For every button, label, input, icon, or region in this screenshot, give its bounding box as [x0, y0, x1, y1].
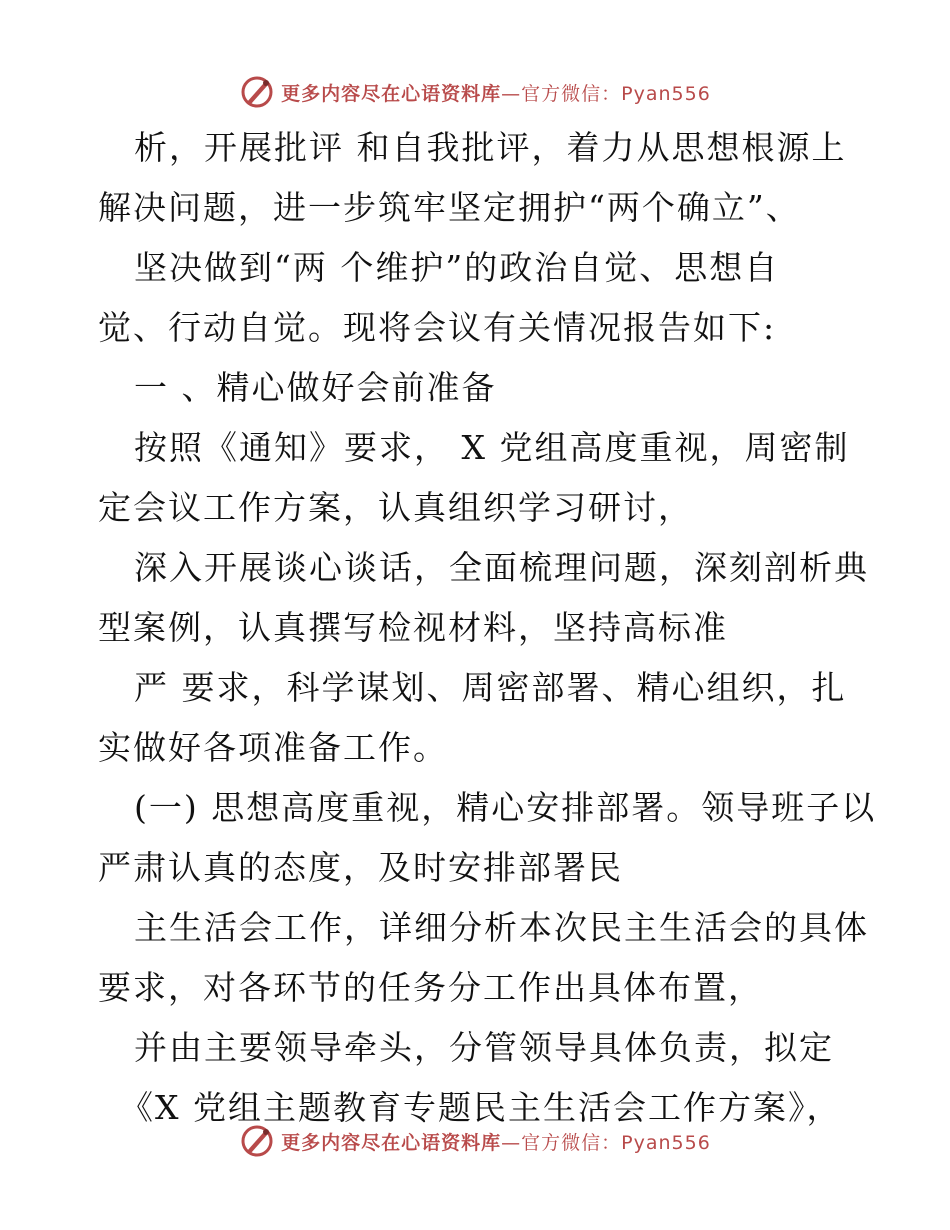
red-quill-logo-icon [239, 1123, 275, 1159]
body-line: 《X 党组主题教育专题民主生活会工作方案》， [120, 1088, 842, 1127]
body-line: 觉、行动自觉。现将会议有关情况报告如下: [98, 308, 777, 347]
header-dash: — [501, 82, 522, 105]
body-line: 型案例，认真撰写检视材料，坚持高标准 [98, 608, 728, 647]
subsection-heading: (一) 思想高度重视，精心安排部署。领导班子以 [134, 788, 877, 827]
body-line: 深入开展谈心谈话，全面梳理问题，深刻剖析典 [134, 548, 869, 587]
footer-brand: 更多内容尽在心语资料库 [281, 1131, 502, 1154]
body-line: 定会议工作方案，认真组织学习研讨， [98, 488, 693, 527]
footer-contact: 官方微信：Pyan556 [521, 1131, 711, 1154]
body-line: 严肃认真的态度，及时安排部署民 [98, 848, 623, 887]
document-body [98, 118, 877, 1138]
body-line: 严 要求，科学谋划、周密部署、精心组织，扎 [134, 668, 847, 707]
body-line: 实做好各项准备工作。 [98, 728, 448, 767]
header-brand: 更多内容尽在心语资料库 [281, 82, 502, 105]
body-line: 要求，对各环节的任务分工作出具体布置， [98, 968, 763, 1007]
body-line: 主生活会工作，详细分析本次民主生活会的具体 [134, 908, 869, 947]
body-line: 析，开展批评 和自我批评，着力从思想根源上 [134, 128, 847, 167]
header-contact: 官方微信：Pyan556 [521, 82, 711, 105]
body-line: 并由主要领导牵头，分管领导具体负责，拟定 [134, 1028, 834, 1067]
body-line: 解决问题，进一步筑牢坚定拥护“两个确立”、 [98, 188, 801, 227]
header-watermark-text [281, 79, 711, 106]
footer-watermark-text [281, 1128, 711, 1155]
footer-dash: — [501, 1131, 522, 1154]
section-heading: 一 、精心做好会前准备 [134, 368, 497, 407]
header-watermark [0, 72, 950, 112]
red-quill-logo-icon [239, 74, 275, 110]
body-line: 按照《通知》要求， X 党组高度重视，周密制 [134, 428, 850, 467]
footer-watermark [0, 1121, 950, 1161]
body-line: 坚决做到“两 个维护”的政治自觉、思想自 [134, 248, 780, 287]
